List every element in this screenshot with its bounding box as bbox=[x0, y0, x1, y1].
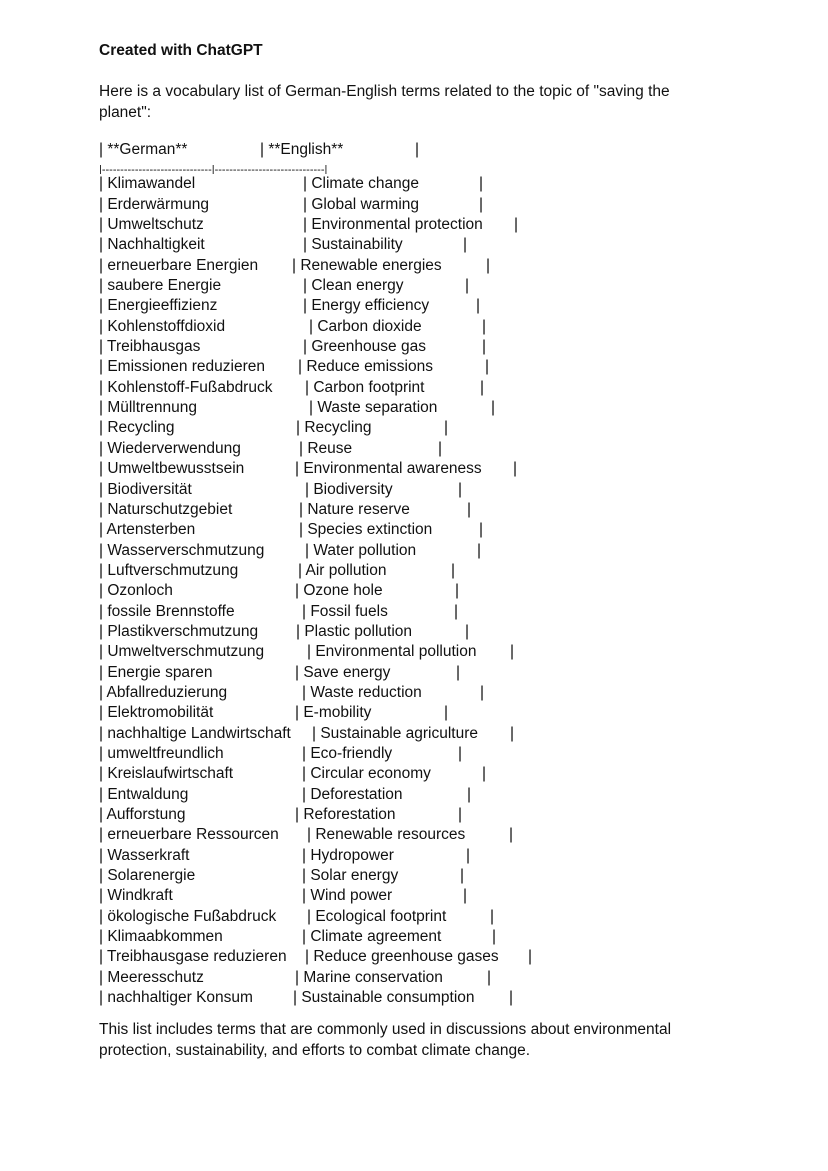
german-term: | Emissionen reduzieren bbox=[99, 358, 265, 376]
english-term: | Waste separation bbox=[309, 399, 438, 417]
table-row bbox=[99, 846, 719, 866]
german-term: | Windkraft bbox=[99, 887, 173, 905]
table-row bbox=[99, 663, 719, 683]
table-row bbox=[99, 886, 719, 906]
table-row bbox=[99, 927, 719, 947]
row-end-pipe: | bbox=[451, 561, 456, 579]
table-row bbox=[99, 561, 719, 581]
english-term: | Ecological footprint bbox=[307, 907, 447, 925]
german-term: | fossile Brennstoffe bbox=[99, 602, 235, 620]
german-term: | Recycling bbox=[99, 419, 175, 437]
table-row bbox=[99, 683, 719, 703]
row-end-pipe: | bbox=[479, 175, 484, 193]
english-term: | Reforestation bbox=[295, 806, 396, 823]
german-term: | Erderwärmung bbox=[99, 195, 209, 213]
german-term: | Plastikverschmutzung bbox=[99, 622, 259, 640]
row-end-pipe: | bbox=[467, 785, 472, 803]
intro-paragraph: Here is a vocabulary list of German-English terms related to the topic of "saving the planet": bbox=[99, 83, 670, 121]
row-end-pipe: | bbox=[463, 236, 468, 254]
table-row bbox=[99, 825, 719, 845]
german-term: | Artensterben bbox=[99, 521, 196, 539]
row-end-pipe: | bbox=[466, 846, 471, 864]
table-row bbox=[99, 296, 719, 316]
german-term: | Wasserverschmutzung bbox=[99, 541, 265, 559]
table-row bbox=[99, 418, 719, 438]
german-term: | Aufforstung bbox=[99, 806, 186, 823]
row-end-pipe: | bbox=[510, 724, 515, 742]
german-term: | Biodiversität bbox=[99, 480, 192, 498]
english-term: | Hydropower bbox=[302, 846, 394, 864]
table-row bbox=[99, 500, 719, 520]
english-term: | Waste reduction bbox=[302, 683, 422, 701]
table-row bbox=[99, 439, 719, 459]
german-term: | Energieeffizienz bbox=[99, 297, 218, 315]
table-body bbox=[99, 174, 719, 1008]
english-term: | Sustainable consumption bbox=[293, 989, 475, 1007]
german-term: | ökologische Fußabdruck bbox=[99, 907, 277, 925]
english-term: | Air pollution bbox=[298, 561, 387, 579]
english-term: | Solar energy bbox=[302, 867, 399, 885]
table-row bbox=[99, 317, 719, 337]
table-row bbox=[99, 459, 719, 479]
row-end-pipe: | bbox=[509, 989, 514, 1007]
row-end-pipe: | bbox=[486, 256, 491, 274]
english-term: | Deforestation bbox=[302, 785, 403, 803]
row-end-pipe: | bbox=[444, 419, 449, 437]
english-term: | Ozone hole bbox=[295, 582, 383, 600]
vocabulary-table bbox=[99, 140, 719, 1008]
document-page bbox=[99, 40, 719, 1061]
german-term: | Treibhausgas bbox=[99, 338, 201, 356]
table-row bbox=[99, 195, 719, 215]
row-end-pipe: | bbox=[465, 622, 470, 640]
german-term: | Luftverschmutzung bbox=[99, 561, 239, 579]
table-row bbox=[99, 480, 719, 500]
german-term: | umweltfreundlich bbox=[99, 744, 224, 762]
english-term: | Climate change bbox=[303, 175, 420, 193]
row-end-pipe: | bbox=[476, 297, 481, 315]
table-row bbox=[99, 724, 719, 744]
row-end-pipe: | bbox=[510, 643, 515, 661]
english-term: | Eco-friendly bbox=[302, 744, 393, 762]
row-end-pipe: | bbox=[456, 663, 461, 681]
english-term: | Wind power bbox=[302, 887, 393, 905]
german-term: | Abfallreduzierung bbox=[99, 683, 228, 701]
english-term: | Marine conservation bbox=[295, 968, 443, 986]
row-end-pipe: | bbox=[460, 867, 465, 885]
german-term: | Kohlenstoffdioxid bbox=[99, 317, 226, 335]
german-term: | Naturschutzgebiet bbox=[99, 500, 233, 518]
row-end-pipe: | bbox=[480, 683, 485, 701]
german-term: | Kreislaufwirtschaft bbox=[99, 765, 234, 783]
table-row bbox=[99, 398, 719, 418]
document-heading: Created with ChatGPT bbox=[99, 42, 263, 59]
table-row bbox=[99, 947, 719, 967]
table-row bbox=[99, 174, 719, 194]
english-term: | Save energy bbox=[295, 663, 391, 681]
row-end-pipe: | bbox=[465, 277, 470, 295]
english-term: | Water pollution bbox=[305, 541, 417, 559]
english-term: | Reduce greenhouse gases bbox=[305, 948, 499, 966]
german-term: | Umweltverschmutzung bbox=[99, 643, 265, 661]
english-term: | Environmental awareness bbox=[295, 460, 482, 478]
english-term: | Recycling bbox=[296, 419, 372, 437]
english-term: | Environmental pollution bbox=[307, 643, 477, 661]
german-term: | Umweltschutz bbox=[99, 216, 204, 234]
row-end-pipe: | bbox=[463, 887, 468, 905]
german-term: | Mülltrennung bbox=[99, 399, 197, 417]
german-term: | Elektromobilität bbox=[99, 704, 214, 722]
english-term: | Global warming bbox=[303, 195, 420, 213]
english-term: | Reduce emissions bbox=[298, 358, 433, 376]
german-term: | nachhaltige Landwirtschaft bbox=[99, 724, 291, 742]
table-row bbox=[99, 276, 719, 296]
english-term: | Energy efficiency bbox=[303, 297, 430, 315]
english-term: | Biodiversity bbox=[305, 480, 393, 498]
table-separator: |------------------------------|------------------------------| bbox=[99, 164, 328, 175]
german-term: | Nachhaltigkeit bbox=[99, 236, 205, 254]
german-term: | saubere Energie bbox=[99, 277, 222, 295]
header-german: | **German** bbox=[99, 141, 188, 158]
table-row bbox=[99, 520, 719, 540]
table-header-row bbox=[99, 140, 719, 160]
table-row bbox=[99, 215, 719, 235]
english-term: | Carbon footprint bbox=[305, 378, 425, 396]
row-end-pipe: | bbox=[482, 765, 487, 783]
outro-paragraph: This list includes terms that are commonly used in discussions about environmental protection, sustainability, and efforts to combat climate change. bbox=[99, 1021, 672, 1059]
english-term: | Sustainable agriculture bbox=[312, 724, 479, 742]
table-row bbox=[99, 907, 719, 927]
english-term: | Plastic pollution bbox=[296, 622, 413, 640]
english-term: | Circular economy bbox=[302, 765, 431, 783]
row-end-pipe: | bbox=[482, 338, 487, 356]
german-term: | Wiederverwendung bbox=[99, 439, 241, 457]
row-end-pipe: | bbox=[479, 521, 484, 539]
german-term: | Wasserkraft bbox=[99, 846, 190, 864]
german-term: | nachhaltiger Konsum bbox=[99, 989, 253, 1007]
german-term: | Kohlenstoff-Fußabdruck bbox=[99, 378, 273, 396]
row-end-pipe: | bbox=[438, 439, 443, 457]
english-term: | Carbon dioxide bbox=[309, 317, 422, 335]
table-row bbox=[99, 256, 719, 276]
english-term: | Environmental protection bbox=[303, 216, 483, 234]
header-end-pipe: | bbox=[415, 141, 420, 158]
table-row bbox=[99, 805, 719, 825]
table-row bbox=[99, 378, 719, 398]
table-row bbox=[99, 622, 719, 642]
english-term: | Species extinction bbox=[299, 521, 433, 539]
row-end-pipe: | bbox=[458, 806, 463, 823]
german-term: | Solarenergie bbox=[99, 867, 196, 885]
row-end-pipe: | bbox=[454, 602, 459, 620]
english-term: | Climate agreement bbox=[302, 928, 442, 946]
table-row bbox=[99, 602, 719, 622]
german-term: | Klimawandel bbox=[99, 175, 196, 193]
table-row bbox=[99, 581, 719, 601]
german-term: | erneuerbare Ressourcen bbox=[99, 826, 279, 844]
row-end-pipe: | bbox=[513, 460, 518, 478]
table-row bbox=[99, 235, 719, 255]
row-end-pipe: | bbox=[491, 399, 496, 417]
row-end-pipe: | bbox=[455, 582, 460, 600]
row-end-pipe: | bbox=[490, 907, 495, 925]
table-row bbox=[99, 785, 719, 805]
row-end-pipe: | bbox=[482, 317, 487, 335]
row-end-pipe: | bbox=[479, 195, 484, 213]
german-term: | Umweltbewusstsein bbox=[99, 460, 245, 478]
row-end-pipe: | bbox=[477, 541, 482, 559]
german-term: | Energie sparen bbox=[99, 663, 213, 681]
english-term: | Sustainability bbox=[303, 236, 403, 254]
german-term: | erneuerbare Energien bbox=[99, 256, 259, 274]
table-row bbox=[99, 642, 719, 662]
german-term: | Treibhausgase reduzieren bbox=[99, 948, 287, 966]
english-term: | Clean energy bbox=[303, 277, 404, 295]
row-end-pipe: | bbox=[480, 378, 485, 396]
table-row bbox=[99, 337, 719, 357]
row-end-pipe: | bbox=[528, 948, 533, 966]
english-term: | Nature reserve bbox=[299, 500, 410, 518]
german-term: | Meeresschutz bbox=[99, 968, 204, 986]
english-term: | E-mobility bbox=[295, 704, 372, 722]
header-english: | **English** bbox=[260, 141, 344, 158]
english-term: | Reuse bbox=[299, 439, 353, 457]
table-row bbox=[99, 764, 719, 784]
table-row bbox=[99, 357, 719, 377]
table-row bbox=[99, 703, 719, 723]
english-term: | Fossil fuels bbox=[302, 602, 388, 620]
table-row bbox=[99, 541, 719, 561]
row-end-pipe: | bbox=[467, 500, 472, 518]
row-end-pipe: | bbox=[514, 216, 519, 234]
english-term: | Greenhouse gas bbox=[303, 338, 426, 356]
row-end-pipe: | bbox=[485, 358, 490, 376]
row-end-pipe: | bbox=[487, 968, 492, 986]
row-end-pipe: | bbox=[444, 704, 449, 722]
row-end-pipe: | bbox=[492, 928, 497, 946]
row-end-pipe: | bbox=[458, 744, 463, 762]
german-term: | Klimaabkommen bbox=[99, 928, 223, 946]
row-end-pipe: | bbox=[458, 480, 463, 498]
german-term: | Entwaldung bbox=[99, 785, 189, 803]
table-row bbox=[99, 744, 719, 764]
english-term: | Renewable energies bbox=[292, 256, 442, 274]
table-row bbox=[99, 866, 719, 886]
table-row bbox=[99, 968, 719, 988]
table-row bbox=[99, 988, 719, 1008]
english-term: | Renewable resources bbox=[307, 826, 466, 844]
german-term: | Ozonloch bbox=[99, 582, 173, 600]
row-end-pipe: | bbox=[509, 826, 514, 844]
